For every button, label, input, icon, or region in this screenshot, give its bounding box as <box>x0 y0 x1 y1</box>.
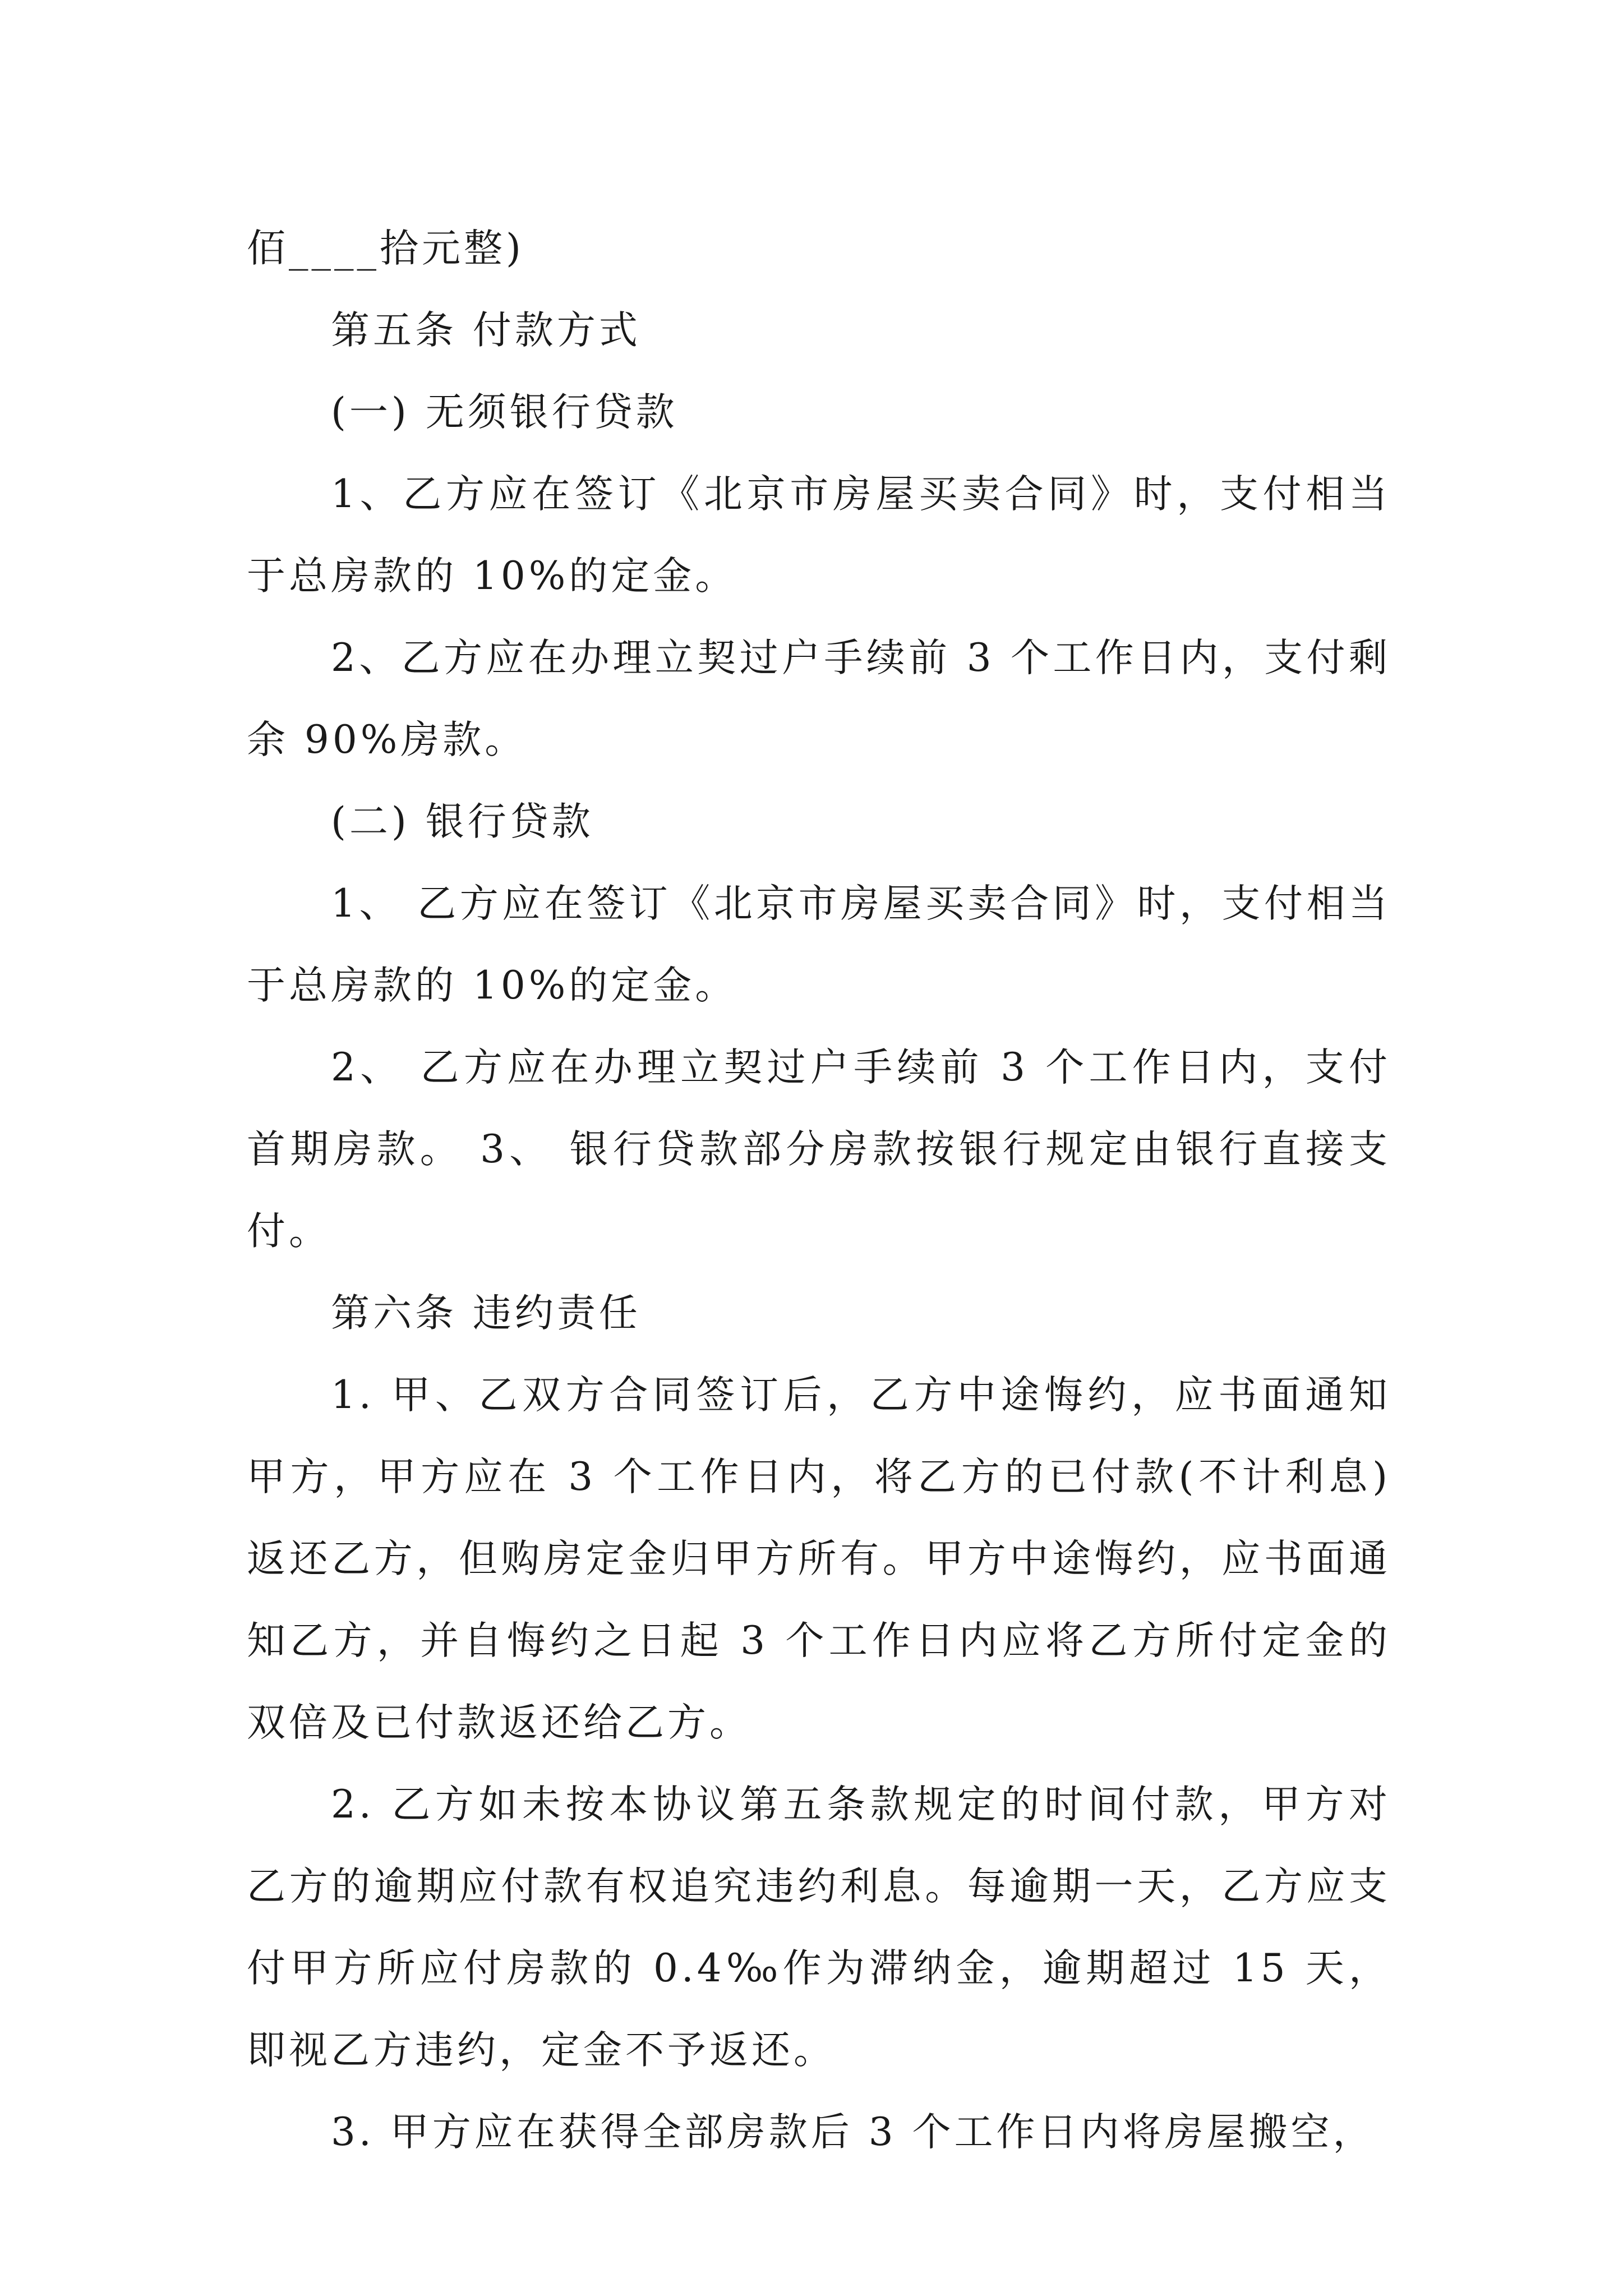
document-body <box>247 208 1391 2173</box>
heading-article-6-liability: 第六条 违约责任 <box>331 1291 641 1336</box>
subheading-no-bank-loan: (一) 无须银行贷款 <box>331 390 678 435</box>
paragraph-liability-item-1: 1. 甲、乙双方合同签订后，乙方中途悔约，应书面通知甲方，甲方应在 3 个工作日内，将乙方的已付款(不计利息)返还乙方，但购房定金归甲方所有。甲方中途悔约，应书面通知乙方，并自悔约之日起 3 个工作日内应将乙方所付定金的双倍及已付款返还给乙方。 <box>247 1373 1391 1745</box>
subheading-bank-loan: (二) 银行贷款 <box>331 799 594 844</box>
paragraph-bank-loan-items-2-3: 2、 乙方应在办理立契过户手续前 3 个工作日内，支付首期房款。 3、 银行贷款部分房款按银行规定由银行直接支付。 <box>247 1045 1391 1254</box>
paragraph-no-loan-item-1: 1、乙方应在签订《北京市房屋买卖合同》时，支付相当于总房款的 10%的定金。 <box>247 472 1391 599</box>
paragraph-liability-item-3: 3. 甲方应在获得全部房款后 3 个工作日内将房屋搬空， <box>331 2110 1375 2155</box>
paragraph-bank-loan-item-1: 1、 乙方应在签订《北京市房屋买卖合同》时，支付相当于总房款的 10%的定金。 <box>247 881 1391 1008</box>
paragraph-amount-continuation: 佰____拾元整) <box>247 226 524 271</box>
paragraph-no-loan-item-2: 2、乙方应在办理立契过户手续前 3 个工作日内，支付剩余 90%房款。 <box>247 636 1391 762</box>
heading-article-5-payment-method: 第五条 付款方式 <box>331 308 641 353</box>
paragraph-liability-item-2: 2. 乙方如未按本协议第五条款规定的时间付款，甲方对乙方的逾期应付款有权追究违约利息。每逾期一天，乙方应支付甲方所应付房款的 0.4‰作为滞纳金，逾期超过 15 天，即视乙方违约，定金不予返还。 <box>247 1782 1391 2073</box>
